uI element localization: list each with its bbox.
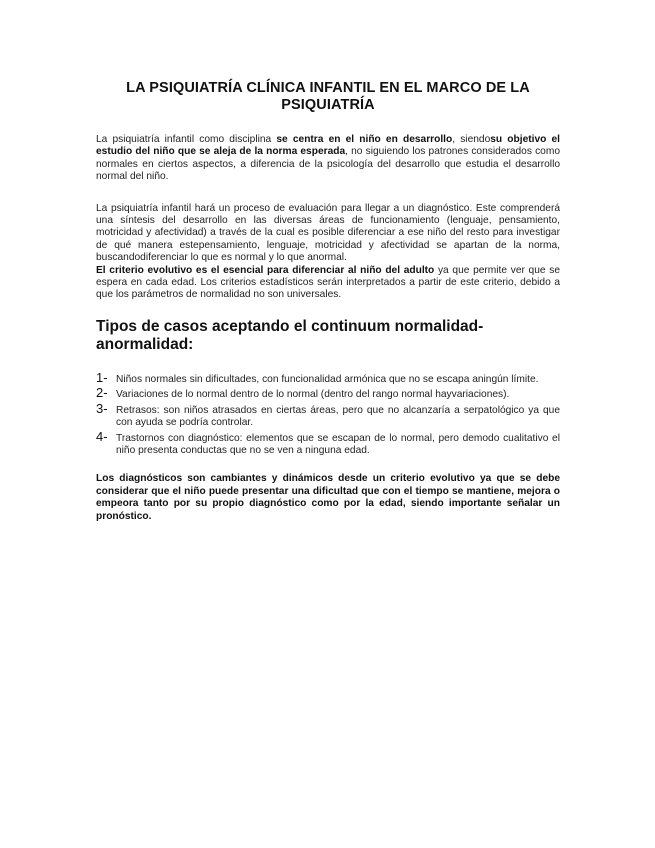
list-item-text: Niños normales sin dificultades, con funcionalidad armónica que no se escapa aningún límite. — [116, 373, 539, 385]
criterio-bold: El criterio evolutivo es el esencial para diferenciar al niño del adulto — [96, 264, 435, 276]
paragraph-evaluation: La psiquiatría infantil hará un proceso de evaluación para llegar a un diagnóstico. Este comprenderá una síntesis del desarrollo en las diversas áreas de funcionamiento (lenguaje, pensamiento, motricidad y afectividad) a través de la cual es posible diferenciar a ese niño del resto para investigar de qué manera estepensamiento, lenguaje, motricidad y afectividad se apartan de la norma, buscandodiferenciar lo que es normal y lo que anormal. — [96, 202, 560, 264]
cases-list — [96, 369, 560, 457]
list-item-text: Trastornos con diagnóstico: elementos que se escapan de lo normal, pero demodo cualitativo el niño presenta conductas que no se ven a ninguna edad. — [116, 432, 560, 456]
list-item-number: 2- — [96, 385, 108, 401]
list-item — [96, 369, 560, 386]
intro-bold-1: se centra en el niño en desarrollo — [276, 134, 453, 145]
intro-text-3: , no siguiendo los patrones considerados como normales en ciertos aspectos, a diferencia de la psicología del desarrollo que estudia el desarrollo normal del niño. — [96, 146, 560, 183]
list-item-text: Retrasos: son niños atrasados en ciertas áreas, pero que no alcanzaría a serpatológico ya que con ayuda se podría controlar. — [116, 404, 560, 429]
intro-text-2: , siendo — [452, 134, 491, 145]
paragraph-intro — [96, 134, 560, 184]
list-item-number: 1- — [96, 369, 108, 385]
paragraph-conclusion: Los diagnósticos son cambiantes y dinámicos desde un criterio evolutivo ya que se debe considerar que el niño puede presentar una dificultad que con el tiempo se mantiene, mejora o empeora tanto por su propio diagnóstico como por la edad, siendo importante señalar un pronóstico. — [96, 473, 560, 522]
intro-text-1: La psiquiatría infantil como disciplina — [96, 134, 277, 145]
intro-bold-2: su objetivo el estudio del niño que se aleja de la norma esperada — [96, 134, 560, 158]
list-item — [96, 385, 560, 401]
list-item — [96, 400, 560, 430]
list-item-number: 3- — [96, 400, 108, 416]
paragraph-criterio — [96, 265, 560, 302]
list-item-text: Variaciones de lo normal dentro de lo normal (dentro del rango normal hayvariaciones). — [116, 389, 510, 401]
criterio-text: ya que permite ver que se espera en cada edad. Los criterios estadísticos serán interpretados a partir de este criterio, debido a que los parámetros de normalidad no son universales. — [96, 264, 560, 301]
list-item-number: 4- — [96, 428, 108, 444]
section-subtitle: Tipos de casos aceptando el continuum normalidad-anormalidad: — [96, 317, 484, 353]
list-item — [96, 428, 560, 458]
document-title: LA PSIQUIATRÍA CLÍNICA INFANTIL EN EL MARCO DE LA PSIQUIATRÍA — [126, 80, 530, 113]
